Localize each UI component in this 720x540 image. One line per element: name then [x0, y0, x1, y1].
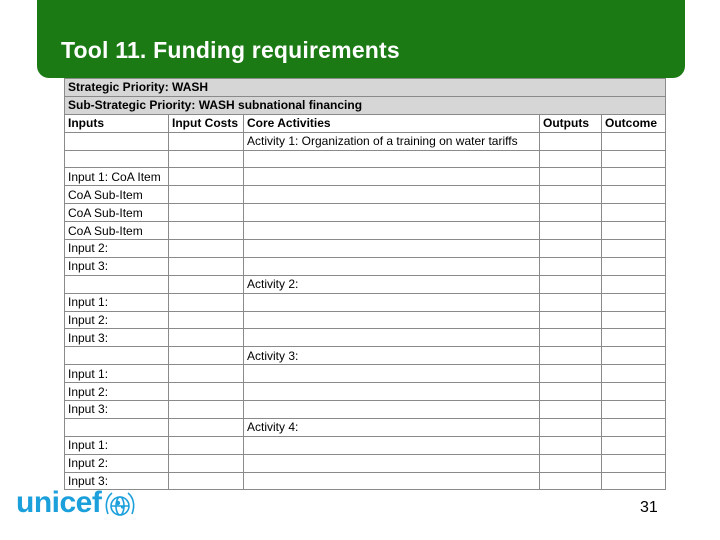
input-cell — [65, 347, 169, 365]
outcome-cell — [602, 222, 666, 240]
input-cost-cell — [169, 186, 244, 204]
activity-cell — [244, 204, 540, 222]
outcome-cell — [602, 329, 666, 347]
output-cell — [540, 472, 602, 490]
input-cell: Input 1: — [65, 365, 169, 383]
input-cell: Input 1: — [65, 436, 169, 454]
table-row — [65, 257, 666, 275]
output-cell — [540, 311, 602, 329]
activity-cell — [244, 311, 540, 329]
table-row — [65, 454, 666, 472]
outcome-cell — [602, 436, 666, 454]
table-row — [65, 222, 666, 240]
input-cell — [65, 132, 169, 150]
input-cell — [65, 418, 169, 436]
header-inputs: Inputs — [65, 114, 169, 132]
activity-cell: Activity 1: Organization of a training on water tariffs — [244, 132, 540, 150]
table-row — [65, 240, 666, 258]
table-row — [65, 293, 666, 311]
input-cost-cell — [169, 436, 244, 454]
table-row — [65, 311, 666, 329]
sub-strategic-priority-row — [65, 96, 666, 114]
output-cell — [540, 150, 602, 168]
input-cost-cell — [169, 472, 244, 490]
table-row — [65, 418, 666, 436]
input-cost-cell — [169, 329, 244, 347]
table-row — [65, 365, 666, 383]
table-row — [65, 329, 666, 347]
strategic-priority-row — [65, 79, 666, 97]
activity-cell — [244, 436, 540, 454]
un-emblem-icon — [102, 488, 138, 524]
input-cost-cell — [169, 222, 244, 240]
outcome-cell — [602, 257, 666, 275]
table-row — [65, 383, 666, 401]
table-row — [65, 275, 666, 293]
header-row — [65, 114, 666, 132]
activity-cell — [244, 383, 540, 401]
input-cost-cell — [169, 347, 244, 365]
input-cell: Input 3: — [65, 401, 169, 419]
table-row — [65, 168, 666, 186]
output-cell — [540, 293, 602, 311]
input-cell: Input 2: — [65, 454, 169, 472]
output-cell — [540, 186, 602, 204]
input-cost-cell — [169, 365, 244, 383]
output-cell — [540, 383, 602, 401]
input-cell: Input 3: — [65, 257, 169, 275]
input-cost-cell — [169, 150, 244, 168]
sub-strategic-priority-cell: Sub-Strategic Priority: WASH subnational financing — [65, 96, 666, 114]
table-row — [65, 186, 666, 204]
activity-cell — [244, 293, 540, 311]
output-cell — [540, 222, 602, 240]
input-cell: Input 3: — [65, 329, 169, 347]
outcome-cell — [602, 240, 666, 258]
input-cell: CoA Sub-Item — [65, 204, 169, 222]
input-cost-cell — [169, 240, 244, 258]
outcome-cell — [602, 347, 666, 365]
activity-cell — [244, 150, 540, 168]
input-cell: CoA Sub-Item — [65, 186, 169, 204]
table-body — [65, 132, 666, 490]
unicef-logo — [16, 484, 136, 528]
activity-cell — [244, 186, 540, 204]
input-cost-cell — [169, 311, 244, 329]
outcome-cell — [602, 150, 666, 168]
activity-cell — [244, 222, 540, 240]
table-row — [65, 436, 666, 454]
outcome-cell — [602, 418, 666, 436]
input-cell: Input 3: — [65, 472, 169, 490]
activity-cell — [244, 472, 540, 490]
output-cell — [540, 168, 602, 186]
output-cell — [540, 436, 602, 454]
outcome-cell — [602, 311, 666, 329]
logo-wordmark: unicef — [16, 486, 102, 519]
input-cost-cell — [169, 275, 244, 293]
activity-cell — [244, 240, 540, 258]
table-row — [65, 204, 666, 222]
output-cell — [540, 347, 602, 365]
input-cost-cell — [169, 168, 244, 186]
input-cell: CoA Sub-Item — [65, 222, 169, 240]
input-cost-cell — [169, 204, 244, 222]
input-cell: Input 2: — [65, 311, 169, 329]
outcome-cell — [602, 401, 666, 419]
activity-cell: Activity 2: — [244, 275, 540, 293]
input-cost-cell — [169, 293, 244, 311]
activity-cell — [244, 454, 540, 472]
header-outcome: Outcome — [602, 114, 666, 132]
table-row — [65, 401, 666, 419]
activity-cell — [244, 401, 540, 419]
output-cell — [540, 275, 602, 293]
input-cost-cell — [169, 132, 244, 150]
outcome-cell — [602, 472, 666, 490]
outcome-cell — [602, 275, 666, 293]
input-cost-cell — [169, 418, 244, 436]
outcome-cell — [602, 383, 666, 401]
output-cell — [540, 132, 602, 150]
input-cost-cell — [169, 401, 244, 419]
input-cost-cell — [169, 454, 244, 472]
outcome-cell — [602, 186, 666, 204]
input-cell — [65, 150, 169, 168]
page-number: 31 — [640, 499, 658, 516]
table-row — [65, 347, 666, 365]
outcome-cell — [602, 204, 666, 222]
input-cell: Input 2: — [65, 383, 169, 401]
output-cell — [540, 454, 602, 472]
input-cell — [65, 275, 169, 293]
activity-cell — [244, 329, 540, 347]
outcome-cell — [602, 365, 666, 383]
output-cell — [540, 257, 602, 275]
table-row — [65, 150, 666, 168]
outcome-cell — [602, 454, 666, 472]
input-cost-cell — [169, 257, 244, 275]
slide-title: Tool 11. Funding requirements — [61, 37, 400, 63]
strategic-priority-cell: Strategic Priority: WASH — [65, 79, 666, 97]
outcome-cell — [602, 168, 666, 186]
output-cell — [540, 329, 602, 347]
table-row — [65, 472, 666, 490]
header-input-costs: Input Costs — [169, 114, 244, 132]
activity-cell — [244, 168, 540, 186]
outcome-cell — [602, 132, 666, 150]
activity-cell: Activity 4: — [244, 418, 540, 436]
title-bar — [37, 0, 685, 78]
output-cell — [540, 365, 602, 383]
input-cell: Input 2: — [65, 240, 169, 258]
header-core-activities: Core Activities — [244, 114, 540, 132]
input-cell: Input 1: — [65, 293, 169, 311]
output-cell — [540, 240, 602, 258]
table-row — [65, 132, 666, 150]
activity-cell: Activity 3: — [244, 347, 540, 365]
header-outputs: Outputs — [540, 114, 602, 132]
input-cell: Input 1: CoA Item — [65, 168, 169, 186]
activity-cell — [244, 257, 540, 275]
outcome-cell — [602, 293, 666, 311]
input-cost-cell — [169, 383, 244, 401]
output-cell — [540, 418, 602, 436]
funding-requirements-table — [64, 78, 666, 490]
output-cell — [540, 401, 602, 419]
activity-cell — [244, 365, 540, 383]
output-cell — [540, 204, 602, 222]
